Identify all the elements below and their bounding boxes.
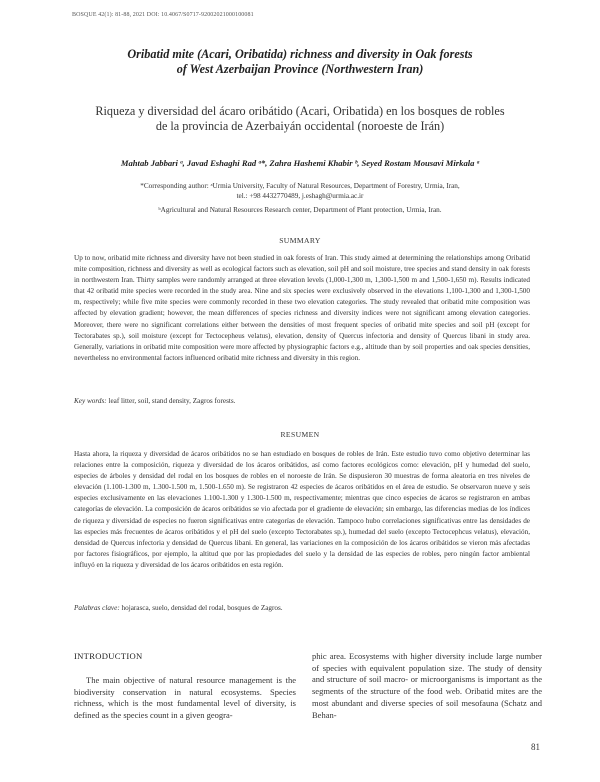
keywords-text: leaf litter, soil, stand density, Zagros forests. [106,397,236,405]
title-english-line-2: of West Azerbaijan Province (Northwestern Iran) [176,62,424,76]
palabras-clave-label: Palabras clave: [74,604,120,612]
title-english-line-1: Oribatid mite (Acari, Oribatida) richness and diversity in Oak forests [127,47,473,61]
resumen-text: Hasta ahora, la riqueza y diversidad de ácaros oribátidos no se han estudiado en bosques de robles de Irán. Este estudio tuvo como objetivo determinar las relaciones entre la composición, riqueza y diversidad de los ácaros oribátidos, así como factores ecológicos como: elevación, pH y humedad del suelo, especies de árboles y densidad del rodal en los bosques de robles en el noroeste de Irán. Se dispusieron 30 muestras de forma aleatoria en tres niveles de elevación (1.100-1.300 m, 1.300-1.500 m, 1.500-1.650 m). Se registraron 42 especies de ácaros oribátidos en el área de estudio. Se observaron nueve y seis especies exclusivamente en las elevaciones 1.100-1.300 y 1.300-1.500 m, respectivamente; mientras que cinco especies de ácaros se registraron en ambas categorías de elevación. La composición de ácaros oribátidos se vio afectada por el gradiente de elevación; sin embargo, las diferencias medias de los índices de riqueza y diversidad de especies no fueron significativas entre categorías de elevación. Tampoco hubo correlaciones significativas entre las densidades de las especies más frecuentes de ácaros oribátidos y el pH del suelo (excepto Tectorabates sp.), humedad del suelo (excepto Tectocephcus velatus), elevación, densidad de Quercus infectoria y densidad de Quercus libani. En general, las variaciones en la composición de los ácaros oribátidos se vieron más afectadas por factores fisiográficos, por ejemplo, la altitud que por las propiedades del suelo y la densidad de las especies de robles, pero ningún factor ambiental influyó en la riqueza y diversidad de los ácaros oribátidos en esta región. [74,450,530,569]
keywords [74,397,530,405]
introduction-right-column: phic area. Ecosystems with higher diversity include large number of species with equivalent population size. The study of density and structure of soil macro- or microorganisms is important as the segments of the structure of the food web. Oribatid mites are the most abundant and diverse species of soil mesofauna (Schatz and Behan- [312,651,542,720]
keywords-label: Key words: [74,397,107,405]
page-number: 81 [531,742,540,752]
title-english [60,47,540,77]
author-list: Mahtab Jabbari ᵃ, Javad Eshaghi Rad ᵃ*, Zahra Hashemi Khabir ᵇ, Seyed Rostam Mousavi Mirkala ᵃ [120,158,480,168]
affiliation-b: ᵇAgricultural and Natural Resources Research center, Department of Plant protection, Urmia, Iran. [158,206,442,214]
palabras-clave [74,604,530,612]
introduction-left-column: The main objective of natural resource management is the biodiversity conservation in natural ecosystems. Species richness, which is the most fundamental level of diversity, is defined as the species count in a given geogra- [74,675,296,721]
palabras-clave-text: hojarasca, suelo, densidad del rodal, bosques de Zagros. [119,604,283,612]
resumen-heading: RESUMEN [280,430,320,439]
journal-header: BOSQUE 42(1): 81-88, 2021 DOI: 10.4067/S0717-92002021000100081 [72,12,254,18]
summary-heading: SUMMARY [279,236,321,245]
affiliation-a-line-1: *Corresponding author: ᵃUrmia University, Faculty of Natural Resources, Department of Forestry, Urmia, Iran, [140,182,460,190]
affiliation-a [60,181,540,201]
affiliation-a-line-2: tel.: +98 4432770489, j.eshagh@urmia.ac.ir [236,192,364,200]
introduction-heading: INTRODUCTION [74,651,143,661]
title-spanish [60,104,540,134]
title-spanish-line-1: Riqueza y diversidad del ácaro oribátido (Acari, Oribatida) en los bosques de robles [95,104,505,118]
title-spanish-line-2: de la provincia de Azerbaiyán occidental (noroeste de Irán) [155,119,445,133]
summary-text: Up to now, oribatid mite richness and diversity have not been studied in oak forests of Iran. This study aimed at determining the relationships among Oribatid mite composition, richness and diversity as well as ecological factors such as elevation, soil pH and soil moisture, tree species and stand density in oak forests in northwestern Iran. Thirty samples were randomly arranged at three elevation levels (1,000-1,300 m, 1,300-1,500 m and 1,500-1,650 m). Results indicated that 42 oribatid mite species were recorded in the study area. Nine and six species were exclusively observed in the elevations 1,100-1,300 and 1,300-1,500 m, respectively; while five mite species were commonly recorded in these two elevation categories. The study revealed that oribatid mite composition was affected by elevation gradient; however, the mean differences of species richness and diversity indices were not significant among elevation categories. Moreover, there were no significant correlations either between the densities of most frequent species of oribatid mite species and soil pH (except for Tectorabates sp.), soil moisture (except for Tectocepheus velatus), elevation, density of Quercus infectoria and density of Quercus libani in study area. Generally, variations in oribatid mite composition were more affected by physiographic factors e.g., altitude than by soil properties and oak species densities, nevertheless no environmental factors influenced oribatid mite richness and diversity in this region. [74,254,530,362]
